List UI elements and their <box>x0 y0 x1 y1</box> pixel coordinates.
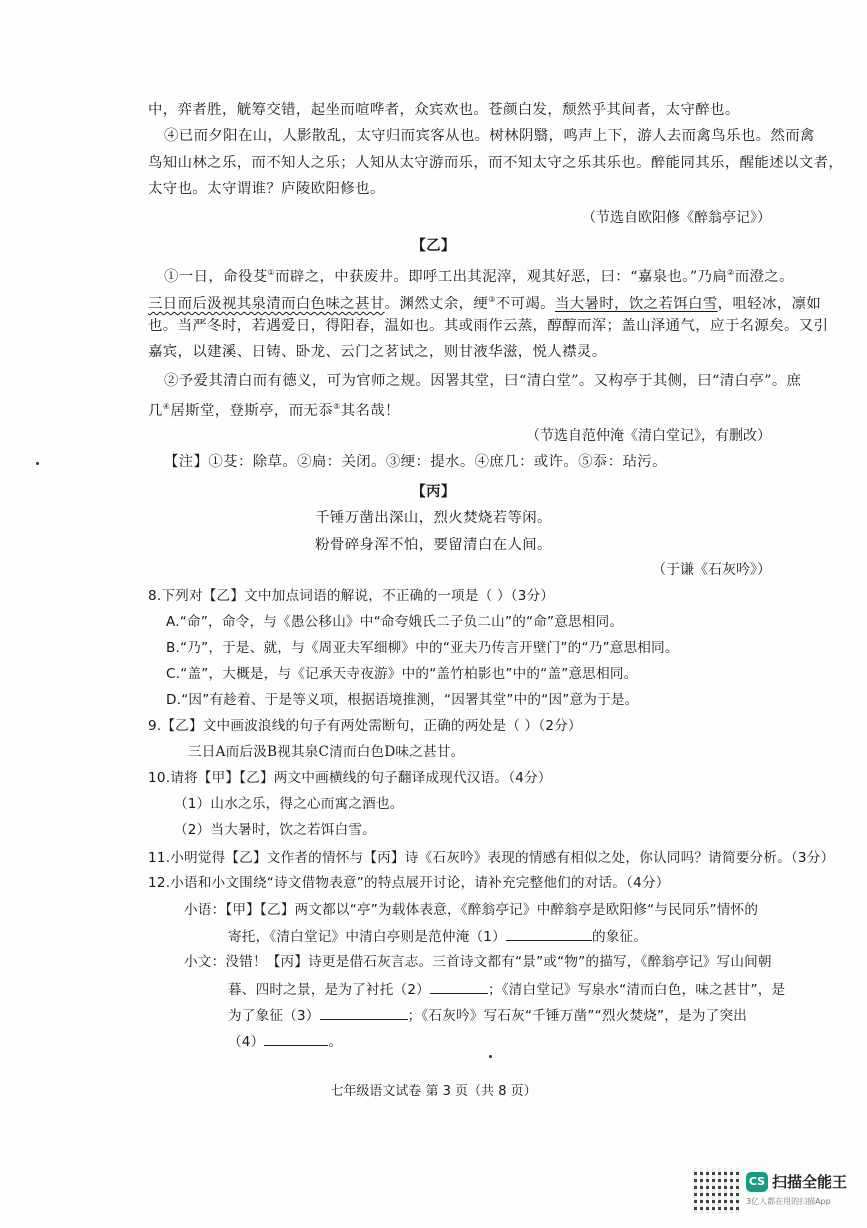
dialogue-xiaowen-cont <box>228 1031 342 1052</box>
yi-source: （节选自范仲淹《清白堂记》，有删改） <box>526 428 771 444</box>
yi-line-5: ②予爱其清白而有德义，可为官师之规。因署其堂，曰“清白堂”。又构亭于其侧，曰“清白亭”。庶 <box>164 373 802 389</box>
wavy-underlined-sentence: 三日而后汲视其泉清而白色味之甚甘 <box>148 295 385 312</box>
question-10-item: （1）山水之乐，得之心而寓之酒也。 <box>174 796 404 812</box>
jia-paragraph-line: 中，弈者胜，觥筹交错，起坐而喧哗者，众宾欢也。苍颜白发，颓然乎其间者，太守醉也。 <box>148 102 740 118</box>
footnote-marker: ① <box>267 268 276 277</box>
yi-text: 而辟之，中获废井。即呼工出其泥滓，观其好恶，曰：“嘉泉也。”乃扃 <box>275 268 728 285</box>
page-footer: 七年级语文试卷 第 3 页（共 8 页） <box>330 1084 537 1099</box>
yi-text: 不可竭。 <box>495 295 555 312</box>
dialogue-xiaowen-cont <box>228 1005 747 1026</box>
scanner-brand-name: 扫描全能王 <box>772 1173 848 1191</box>
yi-text: 而澄之。 <box>734 268 794 285</box>
answer-blank-3[interactable] <box>320 1005 408 1020</box>
yi-text: ①一日，命役芟 <box>164 268 268 285</box>
jia-paragraph-line: 鸟知山林之乐，而不知人之乐；人知从太守游而乐，而不知太守之乐其乐也。醉能同其乐，醒能述以文者， <box>148 155 844 171</box>
answer-blank-1[interactable] <box>506 926 592 941</box>
option-a: A.“命”，命令，与《愚公移山》中“命夸娥氏二子负二山”的“命”意思相同。 <box>166 614 624 630</box>
dialogue-text: ；《石灰吟》写石灰“千锤万凿”“烈火焚烧”，是为了突出 <box>407 1008 748 1024</box>
yi-text: ，咀轻冰，凛如 <box>717 295 822 312</box>
dialogue-text: 暮、四时之景，是为了衬托（2） <box>228 982 430 998</box>
yi-text: 。渊然丈余，绠 <box>384 295 489 312</box>
question-11: 11.小明觉得【乙】文作者的情怀与【丙】诗《石灰吟》表现的情感有相似之处，你认同吗？请简要分析。（3分） <box>148 850 835 866</box>
poem-line: 千锤万凿出深山，烈火焚烧若等闲。 <box>315 510 552 526</box>
yi-text: 几 <box>148 402 163 419</box>
yi-line-1 <box>164 263 794 287</box>
dialogue-xiaowen-cont <box>228 979 785 1000</box>
footnote-marker: ④ <box>162 402 171 411</box>
jia-paragraph-line: ④已而夕阳在山，人影散乱，太守归而宾客从也。树林阴翳，鸣声上下，游人去而禽鸟乐也。然而禽 <box>164 128 815 144</box>
yi-text: 居斯堂，登斯亭，而无忝 <box>170 402 334 419</box>
bing-heading: 【丙】 <box>411 483 456 500</box>
dialogue-text: （4） <box>228 1034 265 1050</box>
yi-notes: 【注】①芟：除草。②扃：关闭。③绠：提水。④庶几：或许。⑤忝：玷污。 <box>164 454 667 470</box>
yi-heading: 【乙】 <box>411 237 456 254</box>
question-12: 12.小语和小文围绕“诗文借物表意”的特点展开讨论，请补充完整他们的对话。（4分） <box>148 875 670 891</box>
yi-line-3: 也。当严冬时，若遇爱日，得阳春，温如也。其或雨作云蒸，醇醇而浑；盖山泽通气，应于名源矣。又引 <box>148 318 829 334</box>
scan-speck <box>489 1055 492 1058</box>
question-8: 8.下列对【乙】文中加点词语的解说，不正确的一项是（ ）（3分） <box>148 588 555 604</box>
scanner-tagline: 3亿人都在用的扫描App <box>746 1197 831 1206</box>
dialogue-text: 的象征。 <box>591 929 648 945</box>
yi-text: 其名哉！ <box>340 402 400 419</box>
scanner-watermark <box>694 1168 854 1218</box>
answer-blank-4[interactable] <box>264 1031 328 1046</box>
question-9-sentence: 三日A而后汲B视其泉C清而白色D味之甚甘。 <box>188 744 465 760</box>
dialogue-text: 为了象征（3） <box>228 1008 320 1024</box>
answer-blank-2[interactable] <box>430 979 488 994</box>
yi-line-4: 嘉宾，以建溪、日铸、卧龙、云门之茗试之，则甘液华滋，悦人襟灵。 <box>148 344 607 360</box>
footnote-marker: ③ <box>488 295 496 304</box>
qr-code-icon <box>694 1168 740 1214</box>
scan-speck <box>36 462 39 465</box>
dialogue-xiaoyu: 小语：【甲】【乙】两文都以“亭”为载体表意，《醉翁亭记》中醉翁亭是欧阳修“与民同乐”情怀的 <box>184 902 759 918</box>
dialogue-text: ；《清白堂记》写泉水“清而白色，味之甚甘”，是 <box>487 982 786 998</box>
poem-line: 粉骨碎身浑不怕，要留清白在人间。 <box>315 537 552 553</box>
footnote-marker: ⑤ <box>333 402 341 411</box>
question-10: 10.请将【甲】【乙】两文中画横线的句子翻译成现代汉语。（4分） <box>148 770 552 786</box>
footnote-marker: ② <box>727 268 735 277</box>
dialogue-xiaoyu-cont <box>228 926 647 947</box>
option-d: D.“因”有趁着、于是等义项，根据语境推测，“因署其堂”中的“因”意为于是。 <box>166 692 639 708</box>
jia-source: （节选自欧阳修《醉翁亭记》） <box>582 210 771 226</box>
option-b: B.“乃”，于是、就，与《周亚夫军细柳》中的“亚夫乃传言开壁门”的“乃”意思相同。 <box>166 640 679 656</box>
yi-line-6 <box>148 397 400 421</box>
dialogue-text: 寄托，《清白堂记》中清白亭则是范仲淹（1） <box>228 929 506 945</box>
option-c: C.“盖”，大概是，与《记承天寺夜游》中的“盖竹柏影也”中的“盖”意思相同。 <box>166 666 638 682</box>
yi-line-2 <box>148 290 821 314</box>
question-9: 9.【乙】文中画波浪线的句子有两处需断句，正确的两处是（ ）（2分） <box>148 718 582 734</box>
underlined-sentence: 当大暑时，饮之若饵白雪 <box>554 295 718 312</box>
jia-paragraph-line: 太守也。太守谓谁？庐陵欧阳修也。 <box>148 181 385 197</box>
camscanner-logo-icon: CS <box>746 1172 768 1192</box>
dialogue-text: 。 <box>328 1034 343 1050</box>
question-10-item: （2）当大暑时，饮之若饵白雪。 <box>174 822 376 838</box>
dialogue-xiaowen: 小文：没错！【丙】诗更是借石灰言志。三首诗文都有“景”或“物”的描写，《醉翁亭记》写山间朝 <box>184 954 772 970</box>
bing-source: （于谦《石灰吟》） <box>652 562 771 578</box>
